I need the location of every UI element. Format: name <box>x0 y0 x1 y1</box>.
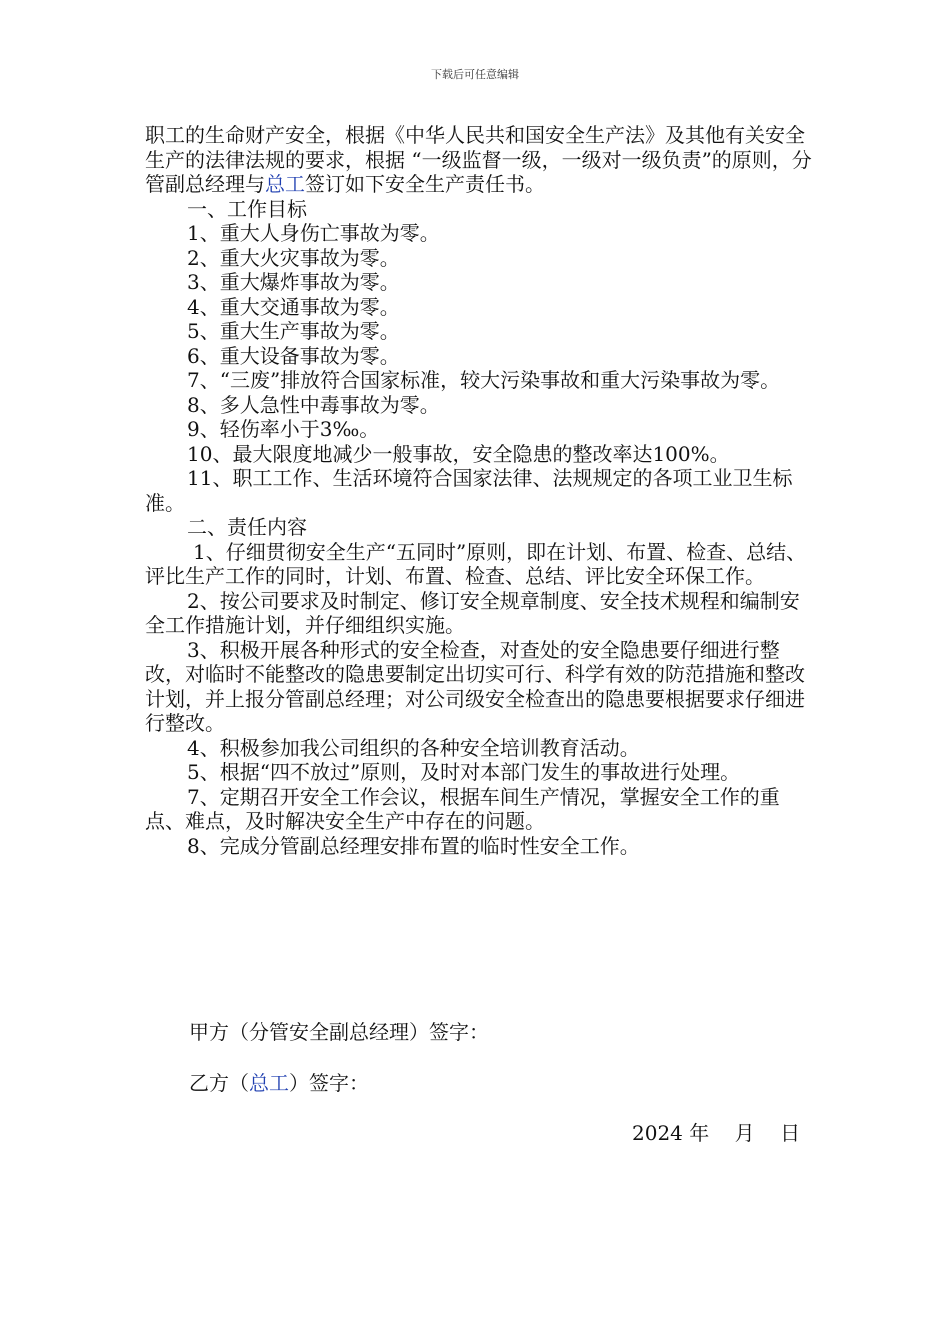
document-body <box>145 123 815 858</box>
goal-item: 4、重大交通事故为零。 <box>187 294 400 319</box>
goal-item: 1、重大人身伤亡事故为零。 <box>187 221 440 245</box>
section1-heading: 一、工作目标 <box>187 196 307 221</box>
goal-item: 10、最大限度地减少一般事故，安全隐患的整改率达100%。 <box>187 441 730 466</box>
duty-item: 1、仔细贯彻安全生产“五同时”原则，即在计划、布置、检查、总结、评比生产工作的同时，计划、布置、检查、总结、评比安全环保工作。 <box>145 539 807 588</box>
goal-item: 6、重大设备事故为零。 <box>187 343 400 368</box>
goal-item: 3、重大爆炸事故为零。 <box>187 270 400 294</box>
duty-item: 7、定期召开安全工作会议，根据车间生产情况，掌握安全工作的重点、难点，及时解决安全生产中存在的问题。 <box>145 784 780 833</box>
intro-chief-engineer-link[interactable]: 总工 <box>265 172 305 196</box>
goal-item: 5、重大生产事故为零。 <box>187 319 400 343</box>
party-b-prefix: 乙方（ <box>189 1071 249 1095</box>
party-a-signature: 甲方（分管安全副总经理）签字： <box>189 1020 489 1044</box>
duty-item: 2、按公司要求及时制定、修订安全规章制度、安全技术规程和编制安全工作措施计划，并仔细组织实施。 <box>145 588 800 637</box>
duty-item: 8、完成分管副总经理安排布置的临时性安全工作。 <box>187 833 640 858</box>
signing-date: 2024 年 月 日 <box>632 1121 801 1145</box>
duty-item: 3、积极开展各种形式的安全检查，对查处的安全隐患要仔细进行整改，对临时不能整改的隐患要制定出切实可行、科学有效的防范措施和整改计划，并上报分管副总经理；对公司级安全检查出的隐患要根据要求仔细进行整改。 <box>145 637 805 735</box>
goal-item: 11、职工工作、生活环境符合国家法律、法规规定的各项工业卫生标准。 <box>145 466 793 515</box>
goal-item: 8、多人急性中毒事故为零。 <box>187 392 440 417</box>
duty-item: 4、积极参加我公司组织的各种安全培训教育活动。 <box>187 735 640 760</box>
party-b-suffix: ）签字： <box>289 1071 369 1095</box>
duty-item: 5、根据“四不放过”原则，及时对本部门发生的事故进行处理。 <box>187 760 741 784</box>
page-header-note: 下载后可任意编辑 <box>431 68 519 81</box>
intro-text-after: 签订如下安全生产责任书。 <box>305 172 545 196</box>
party-b-chief-engineer-link[interactable]: 总工 <box>249 1071 289 1095</box>
intro-paragraph <box>145 123 815 197</box>
goal-item: 7、“三废”排放符合国家标准，较大污染事故和重大污染事故为零。 <box>187 368 781 392</box>
intro-text-before: 职工的生命财产安全，根据《中华人民共和国安全生产法》及其他有关安全生产的法律法规的要求，根据 “一级监督一级，一级对一级负责”的原则，分管副总经理与 <box>145 123 812 196</box>
party-b-signature <box>189 1071 369 1095</box>
goal-item: 2、重大火灾事故为零。 <box>187 245 400 270</box>
goal-item: 9、轻伤率小于3‰。 <box>187 417 380 441</box>
section2-heading: 二、责任内容 <box>187 515 307 539</box>
